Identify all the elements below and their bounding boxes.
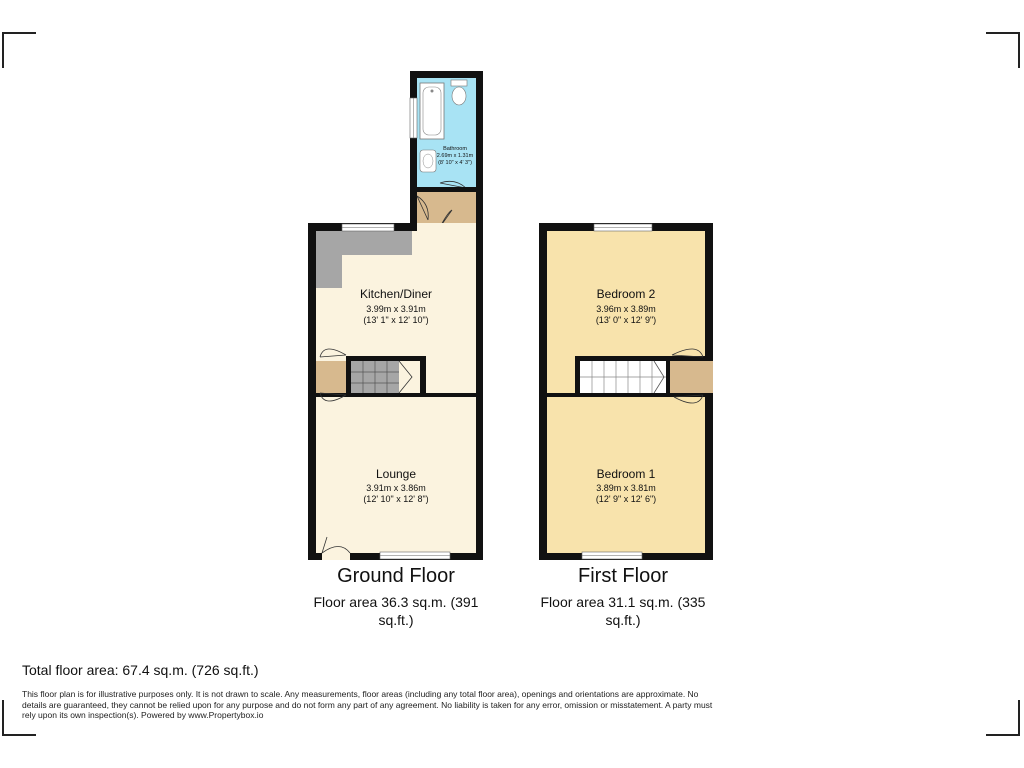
landing [670, 361, 705, 393]
kitchen-dims-m: 3.99m x 3.91m [366, 304, 426, 314]
basin-icon [420, 150, 436, 172]
lounge-dims-ft: (12' 10" x 12' 8") [363, 494, 429, 504]
ground-floor-area-line2: sq.ft.) [378, 612, 414, 628]
understairs-hall [316, 361, 346, 393]
bedroom-1-name: Bedroom 1 [596, 467, 656, 481]
first-floor-area [513, 593, 733, 629]
bedroom-1-dims-ft: (12' 9" x 12' 6") [595, 494, 657, 504]
bath-tub-icon [420, 83, 444, 139]
ground-floor-area-line1: Floor area 36.3 sq.m. (391 [313, 594, 479, 610]
bathroom-dims-m: 2.69m x 1.31m [436, 153, 474, 159]
bathroom-name: Bathroom [443, 146, 467, 152]
rear-lobby [417, 192, 476, 227]
ground-floor-plan [308, 71, 483, 560]
kitchen-dims-ft: (13' 1" x 12' 10") [363, 315, 429, 325]
ground-floor-area [286, 593, 506, 629]
bedroom-1-dims-m: 3.89m x 3.81m [596, 483, 656, 493]
first-floor-area-line2: sq.ft.) [605, 612, 641, 628]
toilet-icon [451, 80, 467, 105]
first-floor-plan [539, 223, 713, 560]
lounge-name: Lounge [375, 467, 417, 481]
ground-floor-title: Ground Floor [337, 565, 455, 587]
first-floor-area-line1: Floor area 31.1 sq.m. (335 [540, 594, 706, 610]
bedroom-2-dims-ft: (13' 0" x 12' 9") [595, 315, 657, 325]
crop-marks [3, 33, 1019, 735]
bathroom-dims-ft: (8' 10" x 4' 3") [438, 160, 472, 166]
first-floor-title: First Floor [578, 565, 668, 587]
disclaimer-text: This floor plan is for illustrative purposes only. It is not drawn to scale. Any measurements, floor areas (including any total floor area), openings and orientations are approximate. No details are guaranteed, they cannot be relied upon for any purpose and do not form any part of any agreement. No liability is taken for any error, omission or misstatement. A party must rely upon its own inspection(s). Powered by www.Propertybox.io [22, 689, 713, 720]
lounge-dims-m: 3.91m x 3.86m [366, 483, 426, 493]
bedroom-2-name: Bedroom 2 [596, 287, 656, 301]
kitchen-name: Kitchen/Diner [359, 287, 433, 301]
total-floor-area: Total floor area: 67.4 sq.m. (726 sq.ft.) [22, 662, 259, 678]
bedroom-2-dims-m: 3.96m x 3.89m [596, 304, 656, 314]
